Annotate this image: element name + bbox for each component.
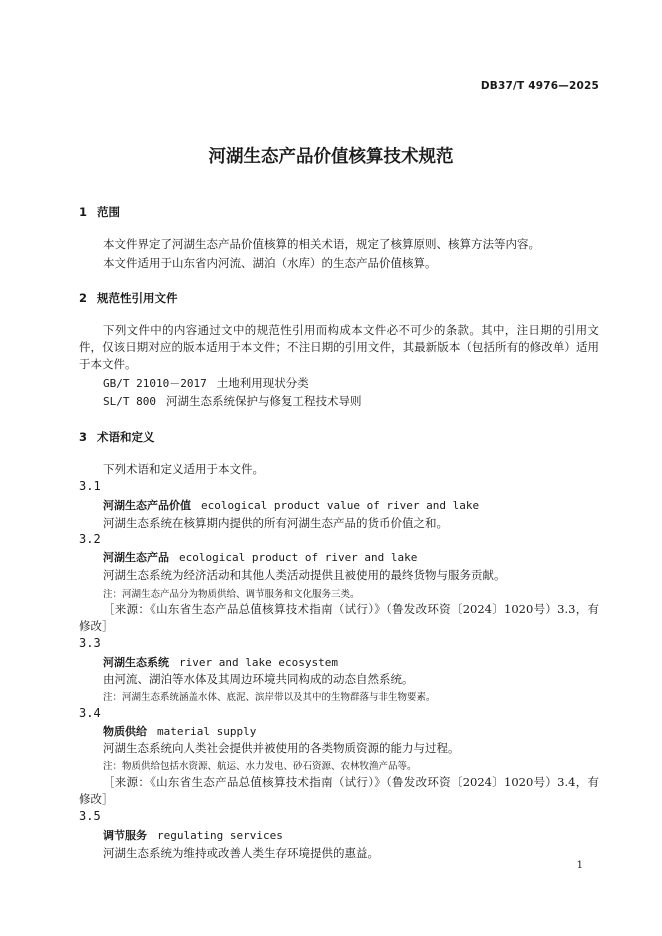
term-zh: 河湖生态系统 bbox=[103, 656, 169, 669]
section-title: 术语和定义 bbox=[97, 430, 155, 444]
document-title: 河湖生态产品价值核算技术规范 bbox=[208, 147, 454, 167]
document-code: DB37/T 4976—2025 bbox=[480, 80, 599, 92]
normative-reference bbox=[103, 375, 309, 391]
section-2-heading bbox=[79, 290, 178, 306]
term-note: 注：河湖生态系统涵盖水体、底泥、滨岸带以及其中的生物群落与非生物要素。 bbox=[103, 692, 436, 703]
term-en: ecological product of river and lake bbox=[179, 551, 418, 564]
term-definition: 河湖生态系统在核算期内提供的所有河湖生态产品的货币价值之和。 bbox=[103, 516, 448, 530]
term-source: ［来源：《山东省生态产品总值核算技术指南（试行）》（鲁发改环资〔2024〕1020号）3.3，有修改］ bbox=[79, 602, 599, 633]
term-number: 3.5 bbox=[79, 809, 101, 823]
term-number: 3.1 bbox=[79, 479, 101, 493]
section-title: 规范性引用文件 bbox=[97, 291, 178, 305]
section-3-intro: 下列术语和定义适用于本文件。 bbox=[103, 462, 264, 476]
section-1-paragraph-1: 本文件界定了河湖生态产品价值核算的相关术语，规定了核算原则、核算方法等内容。 bbox=[103, 237, 540, 251]
term-name bbox=[103, 723, 256, 739]
term-zh: 河湖生态产品 bbox=[103, 551, 169, 564]
section-3-heading bbox=[79, 429, 155, 445]
term-en: ecological product value of river and lake bbox=[201, 499, 480, 512]
term-definition: 河湖生态系统为经济活动和其他人类活动提供且被使用的最终货物与服务贡献。 bbox=[103, 568, 506, 582]
page-number: 1 bbox=[576, 860, 583, 871]
term-en: material supply bbox=[157, 725, 257, 738]
standard-title: 河湖生态系统保护与修复工程技术导则 bbox=[165, 394, 362, 408]
term-name bbox=[103, 827, 283, 843]
standard-code: GB/T 21010－2017 bbox=[103, 377, 207, 390]
term-note: 注：河湖生态产品分为物质供给、调节服务和文化服务三类。 bbox=[103, 589, 360, 600]
term-name bbox=[103, 549, 417, 565]
term-name bbox=[103, 497, 479, 513]
term-note: 注：物质供给包括水资源、航运、水力发电、砂石资源、农林牧渔产品等。 bbox=[103, 761, 417, 772]
section-1-paragraph-2: 本文件适用于山东省内河流、湖泊（水库）的生态产品价值核算。 bbox=[103, 256, 437, 270]
term-definition: 河湖生态系统为维持或改善人类生存环境提供的惠益。 bbox=[103, 846, 379, 860]
normative-reference bbox=[103, 393, 361, 409]
section-title: 范围 bbox=[97, 205, 120, 219]
standard-title: 土地利用现状分类 bbox=[216, 376, 309, 390]
section-1-heading bbox=[79, 204, 120, 220]
standard-code: SL/T 800 bbox=[103, 395, 156, 408]
term-definition: 由河流、湖泊等水体及其周边环境共同构成的动态自然系统。 bbox=[103, 672, 414, 686]
term-zh: 物质供给 bbox=[103, 725, 147, 738]
term-en: regulating services bbox=[157, 829, 283, 842]
term-definition: 河湖生态系统向人类社会提供并被使用的各类物质资源的能力与过程。 bbox=[103, 741, 460, 755]
term-zh: 调节服务 bbox=[103, 829, 147, 842]
section-number: 2 bbox=[79, 291, 88, 305]
term-zh: 河湖生态产品价值 bbox=[103, 499, 191, 512]
section-number: 1 bbox=[79, 205, 88, 219]
term-name bbox=[103, 654, 338, 670]
term-number: 3.3 bbox=[79, 636, 101, 650]
term-number: 3.2 bbox=[79, 532, 101, 546]
term-en: river and lake ecosystem bbox=[179, 656, 338, 669]
term-source: ［来源：《山东省生态产品总值核算技术指南（试行）》（鲁发改环资〔2024〕1020号）3.4，有修改］ bbox=[79, 775, 599, 806]
section-number: 3 bbox=[79, 430, 88, 444]
section-2-paragraph-1: 下列文件中的内容通过文中的规范性引用而构成本文件必不可少的条款。其中，注日期的引用文件，仅该日期对应的版本适用于本文件；不注日期的引用文件，其最新版本（包括所有的修改单）适用于本文件。 bbox=[79, 323, 599, 371]
term-number: 3.4 bbox=[79, 706, 101, 720]
